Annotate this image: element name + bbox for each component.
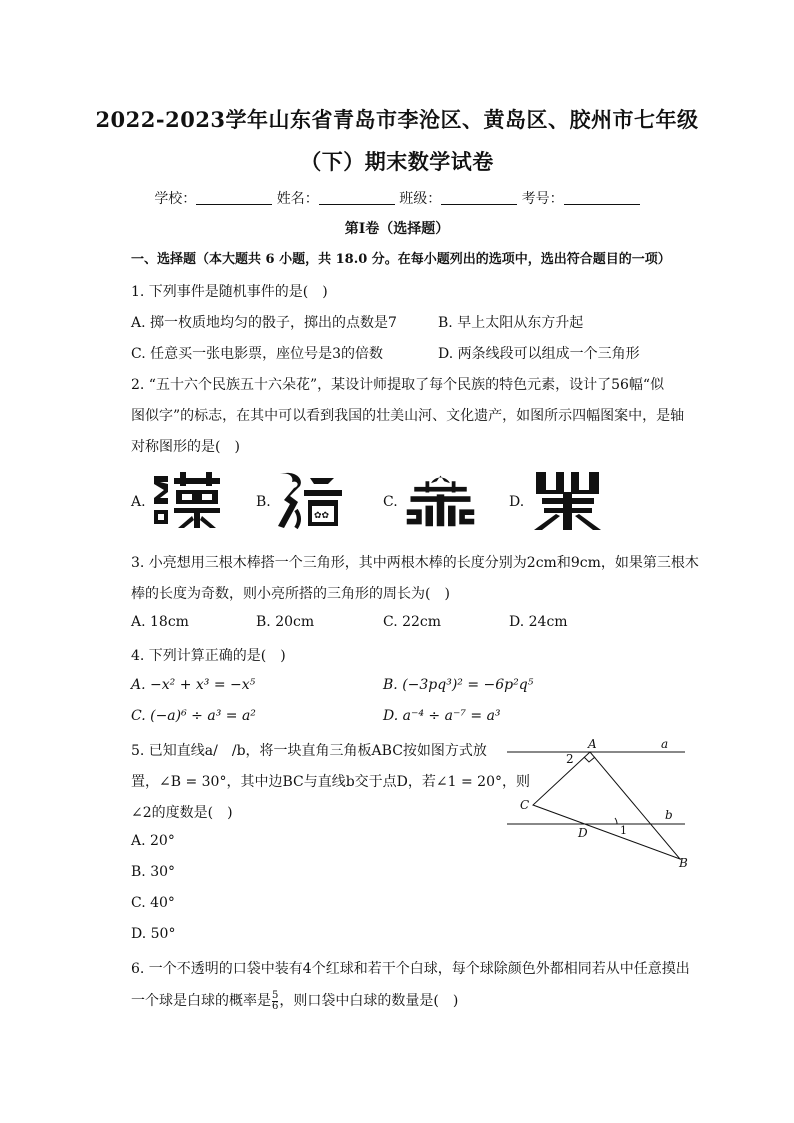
q5-line1: 5. 已知直线a/ /b，将一块直角三角板ABC按如图方式放: [131, 743, 487, 759]
q2-logo-c-image: [403, 470, 478, 530]
q3-option-d: D. 24cm: [509, 614, 568, 630]
fraction-numerator: 5: [272, 989, 279, 1001]
q6-text-before-fraction: 一个球是白球的概率是: [131, 993, 271, 1009]
q2-line1: 2. “五十六个民族五十六朵花”，某设计师提取了每个民族的特色元素，设计了56幅“似: [131, 377, 665, 393]
q3-option-a: A. 18cm: [131, 614, 189, 630]
class-blank: [441, 190, 517, 205]
q5-line3: ∠2的度数是( ): [131, 805, 233, 821]
exam-no-blank: [564, 190, 640, 205]
q4-stem: 4. 下列计算正确的是( ): [131, 648, 286, 664]
school-label: 学校：: [154, 191, 197, 207]
part1-heading: 一、选择题（本大题共 6 小题，共 18.0 分。在每小题列出的选项中，选出符合题目的一项）: [131, 252, 671, 267]
name-label: 姓名：: [276, 191, 319, 207]
q2-option-a: A.: [131, 494, 146, 510]
q1-stem: 1. 下列事件是随机事件的是( ): [131, 284, 328, 300]
q6-line1: 6. 一个不透明的口袋中装有4个红球和若干个白球，每个球除颜色外都相同若从中任意摸出: [131, 961, 690, 977]
school-blank: [196, 190, 272, 205]
q1-option-d: D. 两条线段可以组成一个三角形: [438, 346, 640, 362]
q2-option-b: B.: [256, 494, 271, 510]
q5-line2: 置，∠B = 30°，其中边BC与直线b交于点D，若∠1 = 20°，则: [131, 774, 530, 790]
exam-no-label: 考号：: [521, 191, 564, 207]
q1-option-b: B. 早上太阳从东方升起: [438, 315, 584, 331]
q5-geometry-figure: [505, 735, 700, 870]
svg-text:✿✿: ✿✿: [314, 511, 330, 521]
fraction-denominator: 6: [272, 1000, 279, 1012]
q3-option-c: C. 22cm: [383, 614, 442, 630]
q5-option-c: C. 40°: [131, 895, 175, 911]
q5-option-a: A. 20°: [131, 833, 175, 849]
q6-line2: [131, 990, 458, 1012]
label-line-b: b: [665, 808, 673, 822]
q1-option-c: C. 任意买一张电影票，座位号是3的倍数: [131, 346, 384, 362]
q4-option-a: A. −x² + x³ = −x⁵: [131, 677, 256, 693]
q3-option-b: B. 20cm: [256, 614, 315, 630]
angle-1-arc: [615, 818, 617, 824]
q2-logo-b-image: [274, 470, 349, 530]
q2-line3: 对称图形的是( ): [131, 439, 240, 455]
q3-line2: 棒的长度为奇数，则小亮所搭的三角形的周长为( ): [131, 586, 450, 602]
q2-logo-a-image: [150, 470, 225, 530]
label-line-a: a: [661, 737, 669, 751]
triangle-abc: [533, 752, 680, 859]
q5-option-d: D. 50°: [131, 926, 176, 942]
label-point-d: D: [578, 826, 588, 840]
q4-option-c: C. (−a)⁶ ÷ a³ = a²: [131, 708, 256, 724]
class-label: 班级：: [399, 191, 442, 207]
label-point-c: C: [520, 798, 530, 812]
q6-probability-fraction: [272, 991, 278, 1012]
student-info-row: [0, 188, 794, 208]
exam-title-line2: （下）期末数学试卷: [300, 149, 494, 174]
label-angle-2: 2: [566, 752, 574, 766]
label-point-a: A: [588, 737, 597, 751]
label-point-b: B: [679, 856, 688, 870]
q5-option-b: B. 30°: [131, 864, 176, 880]
name-blank: [319, 190, 395, 205]
q2-logo-d-image: [530, 470, 605, 530]
q6-text-after-fraction: ，则口袋中白球的数量是( ): [279, 993, 459, 1009]
q4-option-d: D. a⁻⁴ ÷ a⁻⁷ = a³: [383, 708, 501, 724]
q3-line1: 3. 小亮想用三根木棒搭一个三角形，其中两根木棒的长度分别为2cm和9cm，如果第三根木: [131, 555, 699, 571]
right-angle-mark: [584, 757, 595, 762]
q2-option-d: D.: [509, 494, 525, 510]
label-angle-1: 1: [620, 824, 627, 837]
q1-option-a: A. 掷一枚质地均匀的骰子，掷出的点数是7: [131, 315, 397, 331]
q2-option-c: C.: [383, 494, 398, 510]
exam-title-line1: 2022-2023学年山东省青岛市李沧区、黄岛区、胶州市七年级: [95, 107, 699, 132]
q4-option-b: B. (−3pq³)² = −6p²q⁵: [383, 677, 534, 693]
section-title: 第Ⅰ卷（选择题）: [344, 221, 450, 237]
q2-line2: 图似字”的标志，在其中可以看到我国的壮美山河、文化遗产，如图所示四幅图案中，是轴: [131, 408, 685, 424]
